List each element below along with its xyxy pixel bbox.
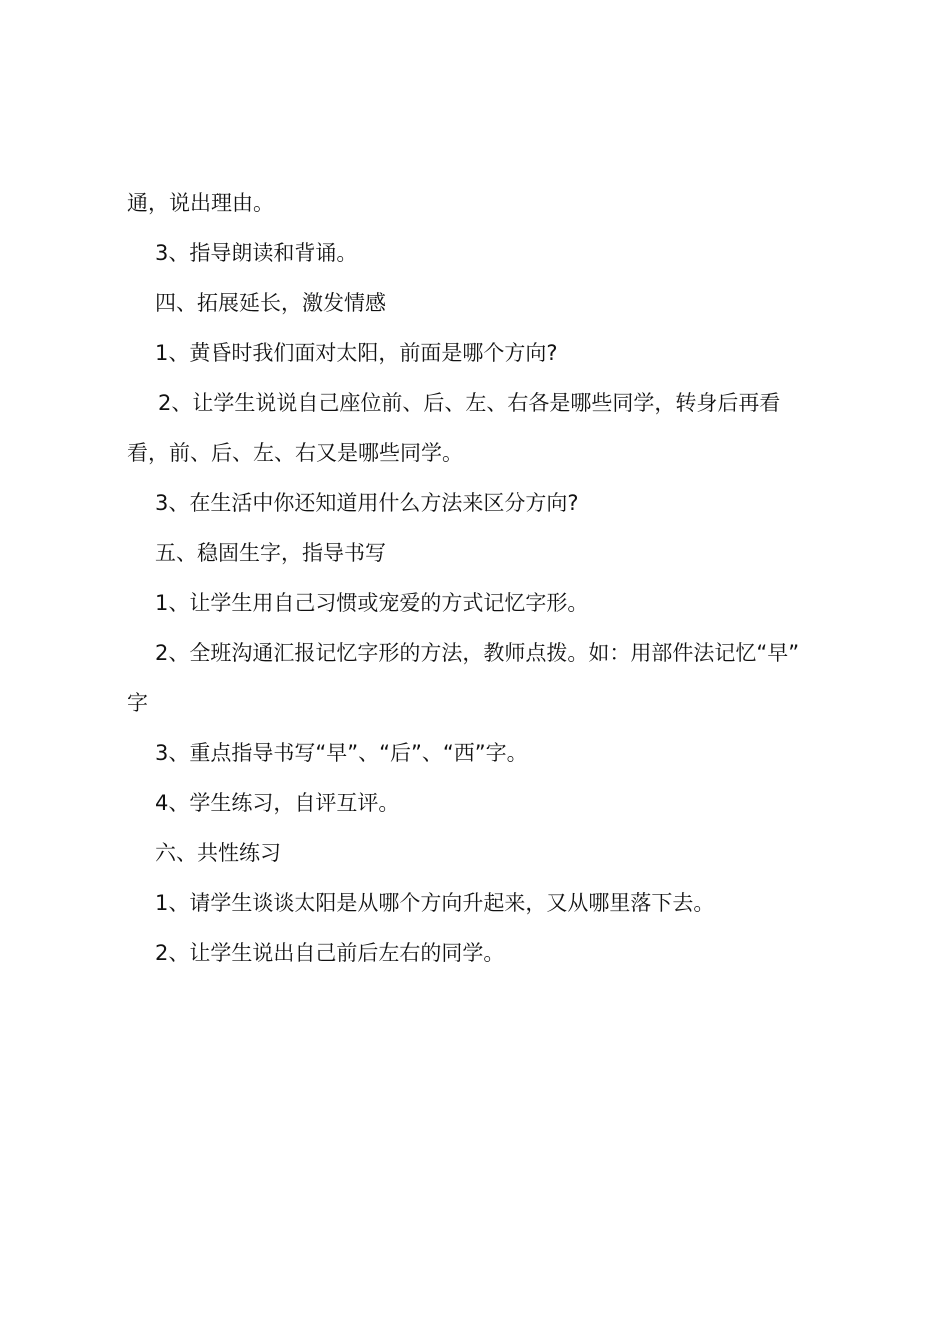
paragraph-item: 1、让学生用自己习惯或宠爱的方式记忆字形。 xyxy=(155,591,589,615)
paragraph-continuation: 通，说出理由。 xyxy=(127,191,274,215)
section-heading: 六、共性练习 xyxy=(155,841,281,865)
paragraph-item: 1、黄昏时我们面对太阳，前面是哪个方向? xyxy=(155,341,558,365)
paragraph-item: 3、指导朗读和背诵。 xyxy=(155,241,358,265)
paragraph-continuation: 字 xyxy=(127,691,148,715)
paragraph-item: 2、全班沟通汇报记忆字形的方法，教师点拨。如：用部件法记忆“早” xyxy=(155,641,800,665)
paragraph-item: 3、在生活中你还知道用什么方法来区分方向? xyxy=(155,491,579,515)
section-heading: 五、稳固生字，指导书写 xyxy=(155,541,386,565)
document-body xyxy=(127,178,837,978)
paragraph-item: 1、请学生谈谈太阳是从哪个方向升起来，又从哪里落下去。 xyxy=(155,891,715,915)
paragraph-item: 2、让学生说说自己座位前、后、左、右各是哪些同学，转身后再看 xyxy=(158,391,781,415)
paragraph-continuation: 看，前、后、左、右又是哪些同学。 xyxy=(127,441,463,465)
paragraph-item: 2、让学生说出自己前后左右的同学。 xyxy=(155,941,505,965)
section-heading: 四、拓展延长，激发情感 xyxy=(155,291,386,315)
paragraph-item: 4、学生练习，自评互评。 xyxy=(155,791,400,815)
paragraph-item: 3、重点指导书写“早”、“后”、“西”字。 xyxy=(155,741,528,765)
